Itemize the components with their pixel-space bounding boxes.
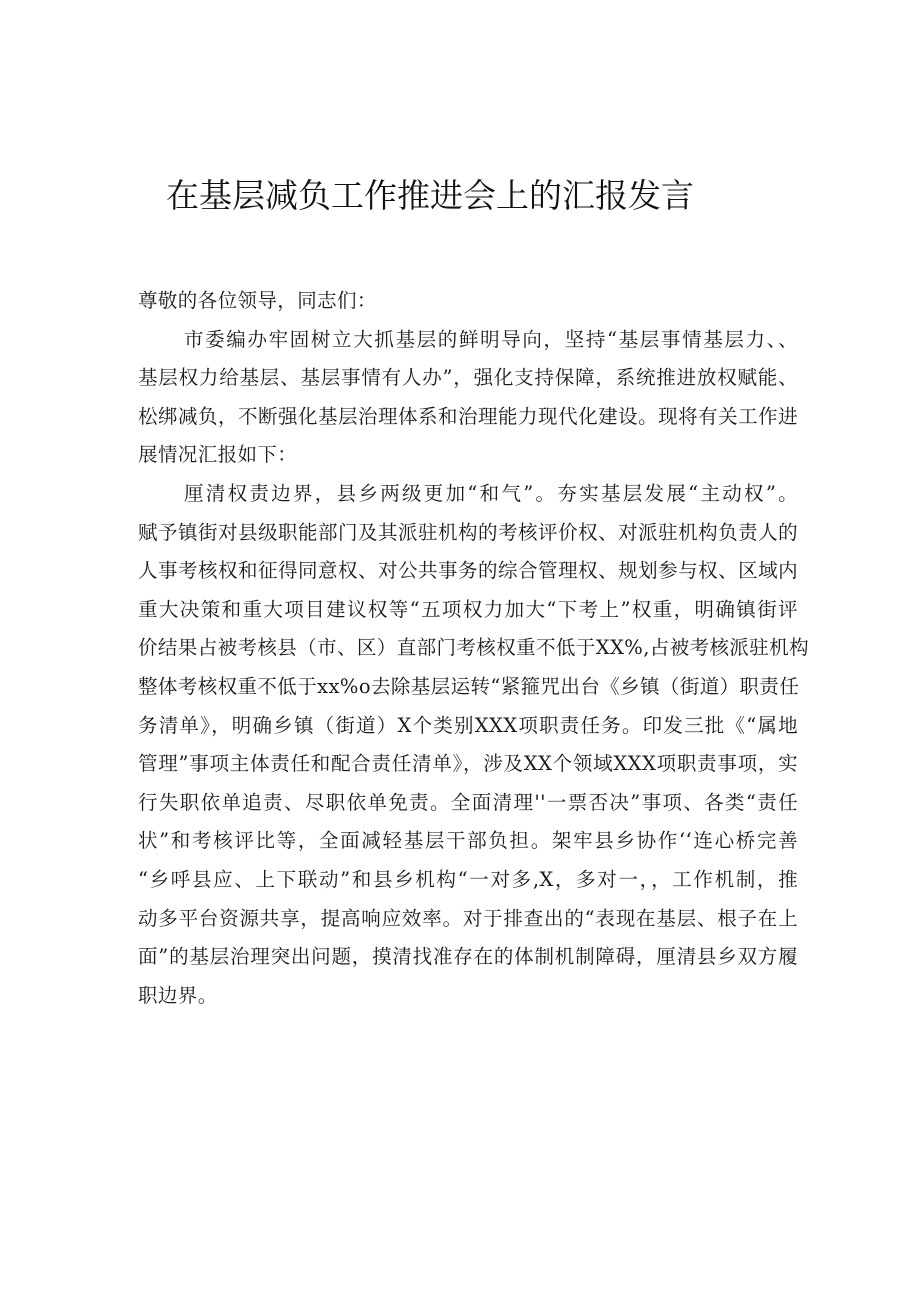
paragraph-2-line-6: 整体考核权重不低于xx%o去除基层运转“紧箍咒出台《乡镇（街道）职责任 bbox=[138, 674, 800, 698]
salutation-line: 尊敬的各位领导，同志们： bbox=[138, 289, 377, 312]
paragraph-1-line-3: 松绑减负，不断强化基层治理体系和治理能力现代化建设。现将有关工作进 bbox=[138, 404, 798, 428]
paragraph-2-line-1: 厘清权责边界，县乡两级更加“和气”。夯实基层发展“主动权”。 bbox=[184, 481, 798, 505]
paragraph-2-line-13: 面”的基层治理突出问题，摸清找准存在的体制机制障碍，厘清县乡双方履 bbox=[138, 945, 798, 969]
paragraph-2-line-12: 动多平台资源共享，提高响应效率。对于排查出的“表现在基层、根子在上 bbox=[138, 906, 798, 930]
paragraph-2-line-11: “乡呼县应、上下联动”和县乡机构“一对多,X，多对一，，工作机制，推 bbox=[138, 867, 798, 891]
paragraph-1-line-4: 展情况汇报如下： bbox=[138, 443, 298, 467]
paragraph-2-line-5: 价结果占被考核县（市、区）直部门考核权重不低于XX%,占被考核派驻机构 bbox=[138, 636, 809, 660]
paragraph-2-line-14: 职边界。 bbox=[138, 983, 218, 1007]
document-title: 在基层减负工作推进会上的汇报发言 bbox=[166, 176, 694, 215]
paragraph-2-line-3: 人事考核权和征得同意权、对公共事务的综合管理权、规划参与权、区域内 bbox=[138, 559, 798, 583]
paragraph-1-line-2: 基层权力给基层、基层事情有人办”，强化支持保障，系统推进放权赋能、 bbox=[138, 366, 798, 390]
paragraph-2-line-2: 赋予镇街对县级职能部门及其派驻机构的考核评价权、对派驻机构负责人的 bbox=[138, 520, 798, 544]
paragraph-2-line-9: 行失职依单追责、尽职依单免责。全面清理''一票否决”事项、各类“责任 bbox=[138, 790, 798, 814]
paragraph-1-line-1: 市委编办牢固树立大抓基层的鲜明导向，坚持“基层事情基层力、、 bbox=[184, 327, 798, 351]
paragraph-2-line-4: 重大决策和重大项目建议权等“五项权力加大“下考上”权重，明确镇街评 bbox=[138, 597, 798, 621]
paragraph-2-line-10: 状”和考核评比等，全面减轻基层干部负担。架牢县乡协作‘‘连心桥完善 bbox=[138, 829, 798, 853]
document-body bbox=[138, 282, 809, 1015]
paragraph-2-line-7: 务清单》，明确乡镇（街道）X个类别XXX项职责任务。印发三批《“属地 bbox=[138, 713, 798, 737]
paragraph-2-line-8: 管理”事项主体责任和配合责任清单》，涉及XX个领域XXX项职责事项，实 bbox=[138, 752, 798, 776]
